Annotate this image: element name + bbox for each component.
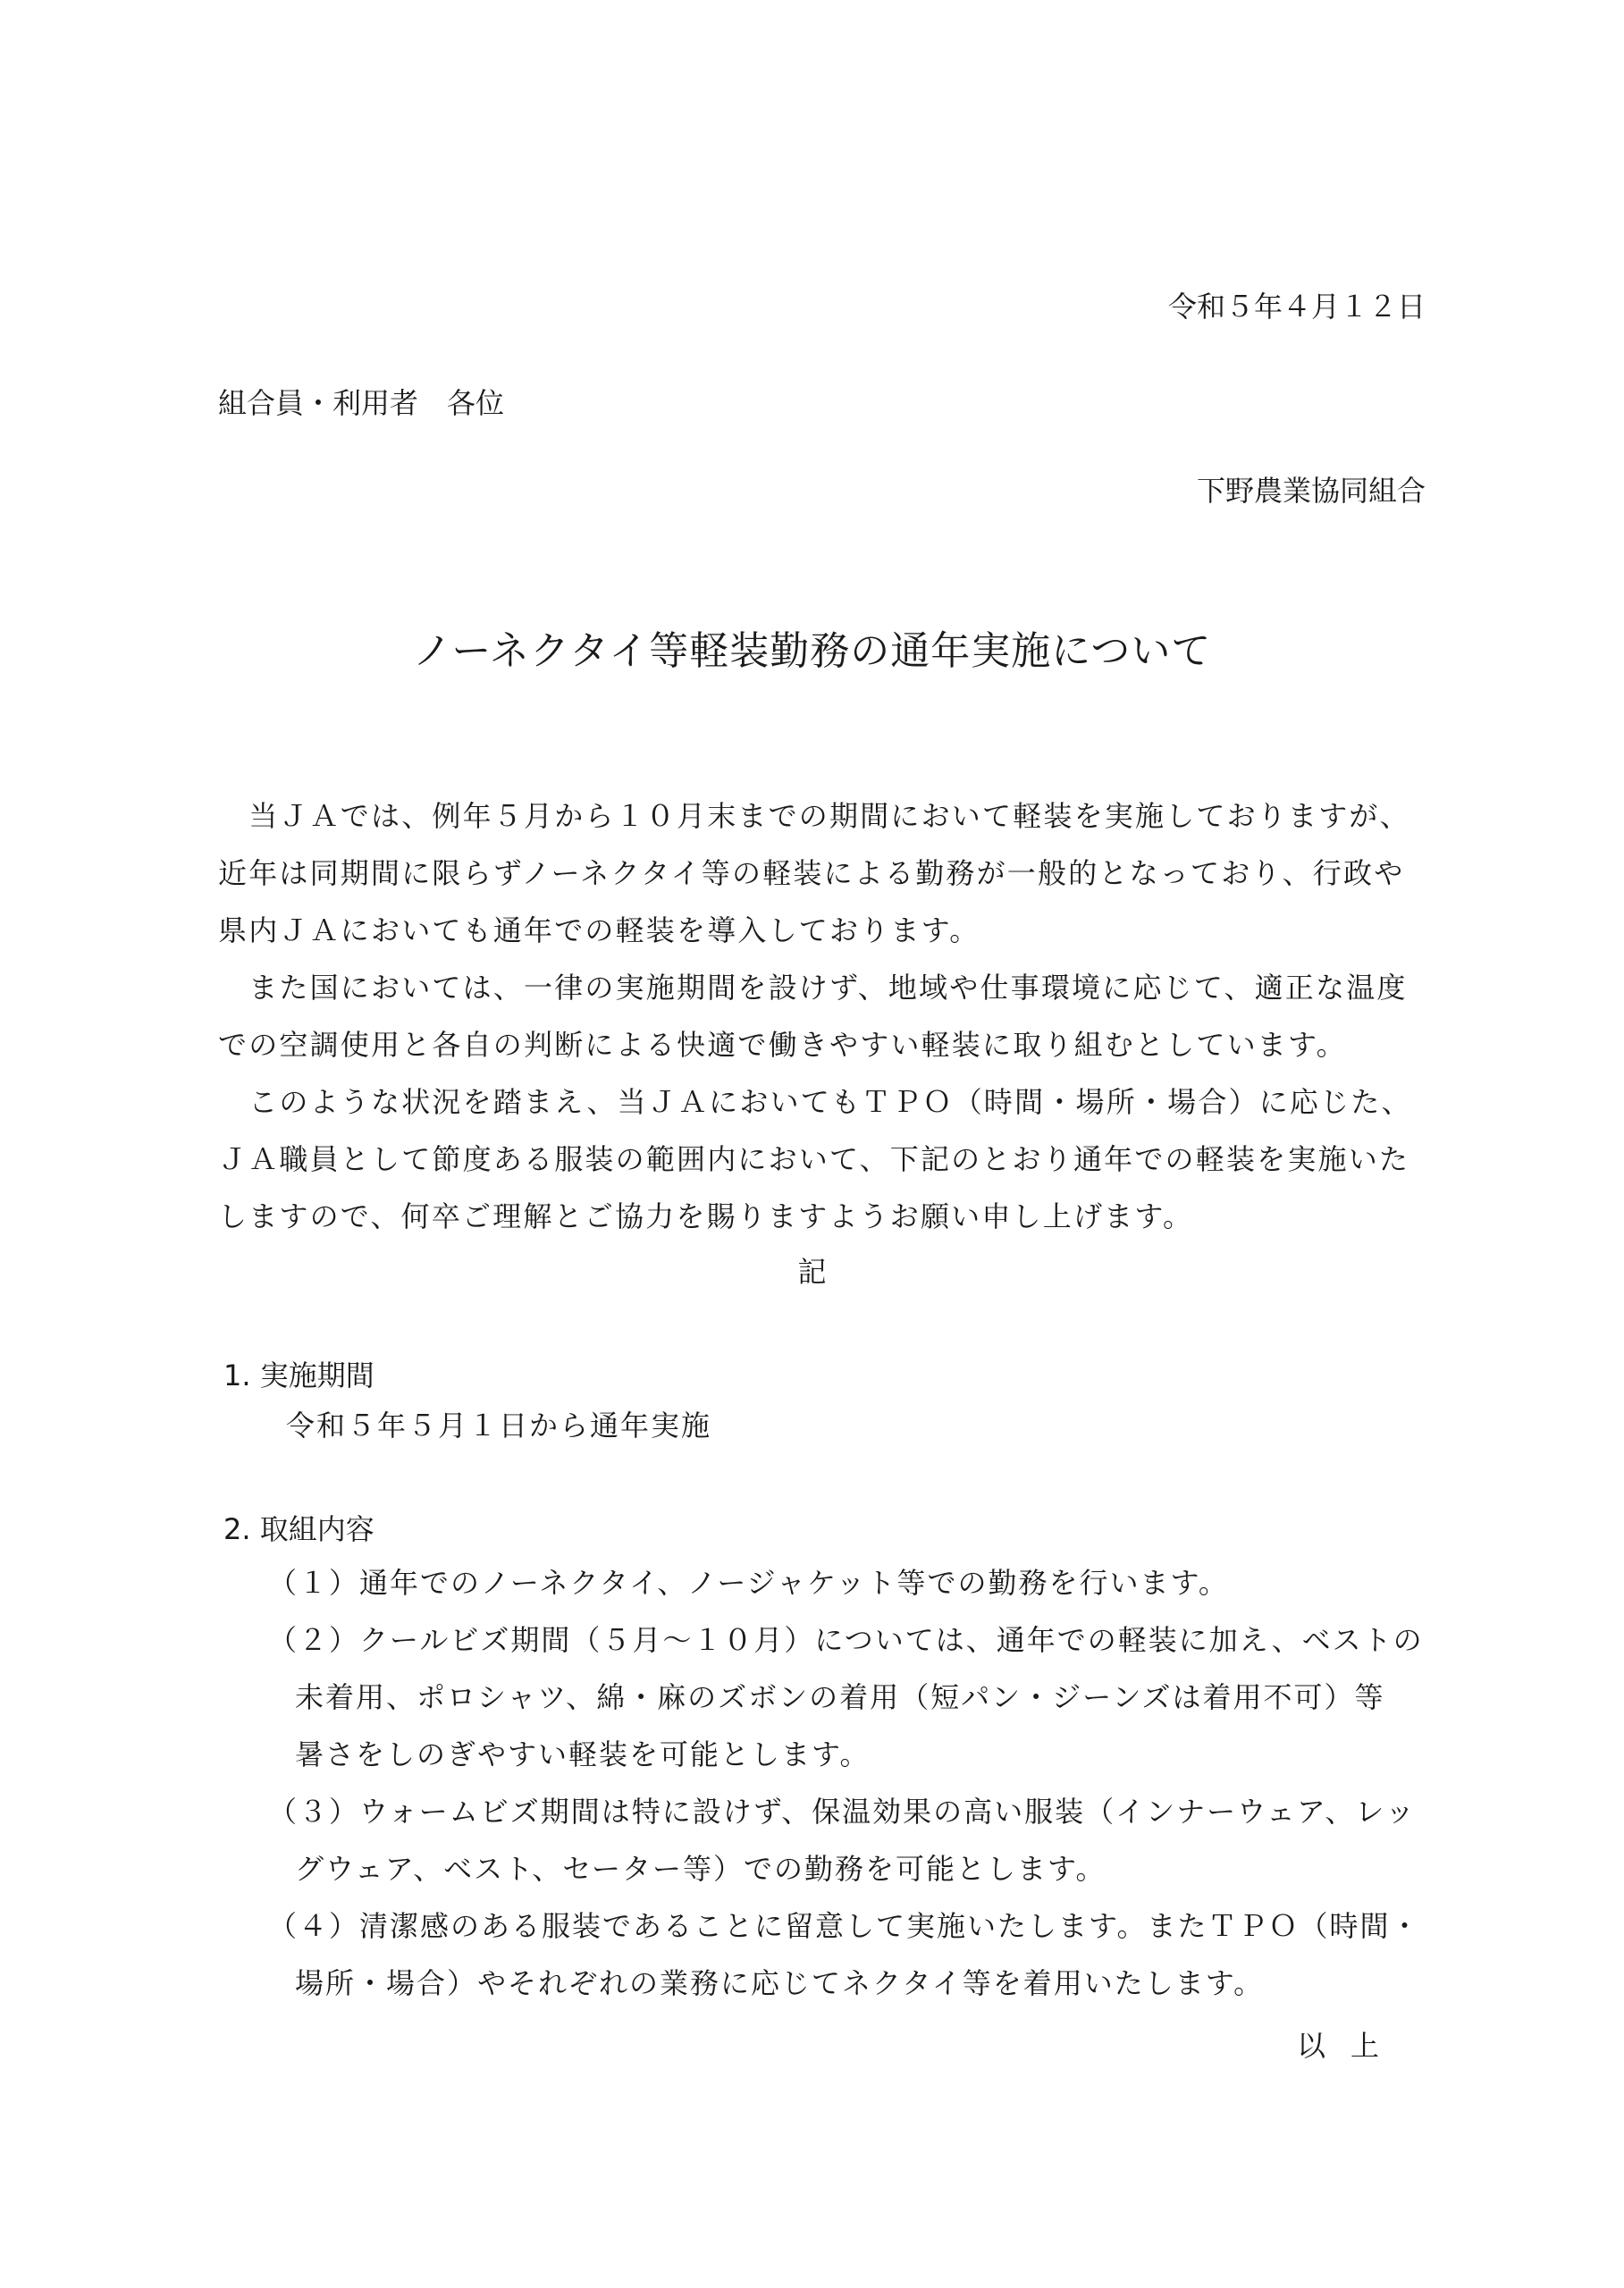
section-2-heading: 2. 取組内容 — [223, 1512, 374, 1546]
body-line: 県内ＪＡにおいても通年での軽装を導入しております。 — [218, 913, 980, 947]
section-2-item-2-cont: 未着用、ポロシャツ、綿・麻のズボンの着用（短パン・ジーンズは着用不可）等 — [295, 1680, 1385, 1714]
section-2-item-2-cont: 暑さをしのぎやすい軽装を可能とします。 — [295, 1737, 871, 1771]
section-2-item-1: （１）通年でのノーネクタイ、ノージャケット等での勤務を行います。 — [268, 1566, 1229, 1600]
document-date: 令和５年４月１２日 — [1167, 290, 1426, 324]
addressee: 組合員・利用者 各位 — [218, 386, 505, 420]
section-2-item-4: （４）清潔感のある服装であることに留意して実施いたします。またＴＰＯ（時間・ — [268, 1909, 1421, 1943]
section-2-item-4-cont: 場所・場合）やそれぞれの業務に応じてネクタイ等を着用いたします。 — [295, 1966, 1265, 2000]
body-line: しますので、何卒ご理解とご協力を賜りますようお願い申し上げます。 — [218, 1199, 1194, 1233]
body-line: 近年は同期間に限らずノーネクタイ等の軽装による勤務が一般的となっており、行政や — [218, 856, 1405, 890]
section-1-text: 令和５年５月１日から通年実施 — [286, 1409, 712, 1443]
body-line: ＪＡ職員として節度ある服装の範囲内において、下記のとおり通年での軽装を実施いた — [218, 1142, 1410, 1176]
closing-mark: 以上 — [1296, 2029, 1404, 2063]
body-line: 当ＪＡでは、例年５月から１０月末までの期間において軽装を実施しておりますが、 — [218, 799, 1410, 833]
document-title: ノーネクタイ等軽装勤務の通年実施について — [412, 628, 1212, 674]
ki-marker: 記 — [797, 1255, 827, 1289]
section-2-item-3-cont: グウェア、ベスト、セーター等）での勤務を可能とします。 — [295, 1852, 1107, 1886]
section-2-item-2: （２）クールビズ期間（５月～１０月）については、通年での軽装に加え、ベストの — [268, 1623, 1424, 1657]
body-line: このような状況を踏まえ、当ＪＡにおいてもＴＰＯ（時間・場所・場合）に応じた、 — [218, 1085, 1412, 1119]
section-2-item-3: （３）ウォームビズ期間は特に設けず、保温効果の高い服装（インナーウェア、レッ — [268, 1795, 1417, 1829]
body-line: での空調使用と各自の判断による快適で働きやすい軽装に取り組むとしています。 — [218, 1028, 1347, 1062]
body-line: また国においては、一律の実施期間を設けず、地域や仕事環境に応じて、適正な温度 — [218, 971, 1408, 1005]
section-1-heading: 1. 実施期間 — [223, 1358, 374, 1392]
sender-organization: 下野農業協同組合 — [1196, 474, 1426, 508]
